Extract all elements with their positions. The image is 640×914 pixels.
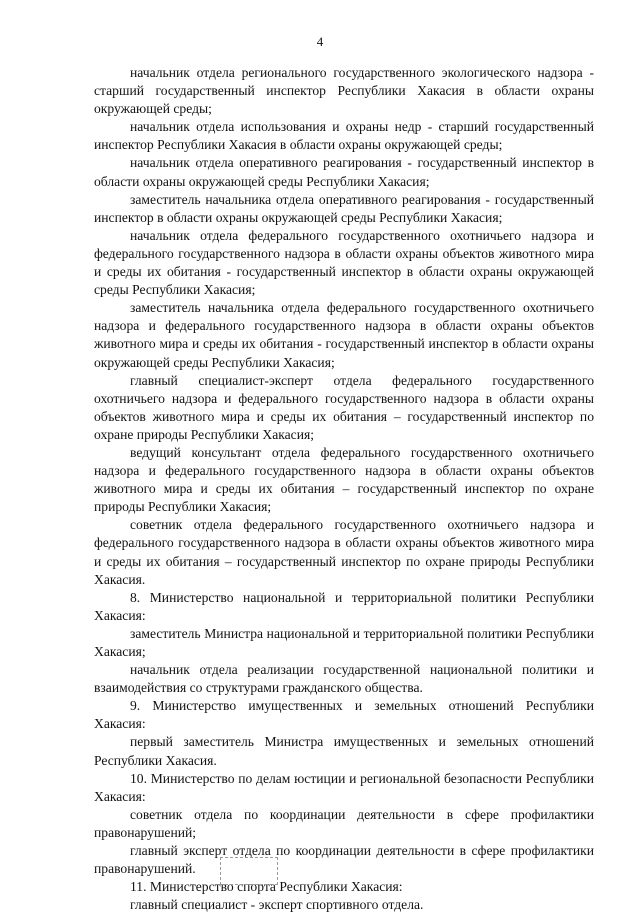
paragraph: начальник отдела использования и охраны недр - старший государственный инспектор Республики Хакасия в области охраны окружающей среды;: [94, 119, 594, 153]
paragraph: начальник отдела реализации государственной национальной политики и взаимодействия со структурами гражданского общества.: [94, 662, 594, 696]
paragraph: заместитель начальника отдела оперативного реагирования - государственный инспектор в области охраны окружающей среды Республики Хакасия;: [94, 191, 594, 225]
section-heading-9: 9. Министерство имущественных и земельных отношений Республики Хакасия:: [94, 698, 594, 732]
section-heading-11: 11. Министерство спорта Республики Хакасия:: [130, 879, 403, 895]
paragraph: первый заместитель Министра имущественных и земельных отношений Республики Хакасия.: [94, 734, 594, 768]
paragraph: начальник отдела регионального государственного экологического надзора - старший государственный инспектор Республики Хакасия в области охраны окружающей среды;: [94, 65, 594, 117]
paragraph: советник отдела федерального государственного охотничьего надзора и федерального государственного надзора в области охраны объектов животного мира и среды их обитания – государственный инспектор по охране природы Республики Хакасия.: [94, 517, 594, 587]
paragraph: ведущий консультант отдела федерального государственного охотничьего надзора и федерального государственного надзора в области охраны объектов животного мира и среды их обитания – государственный инспектор по охране природы Республики Хакасия;: [94, 444, 594, 515]
paragraph: главный эксперт отдела по координации деятельности в сфере профилактики правонарушений.: [94, 843, 594, 877]
faded-stamp: [220, 857, 278, 885]
page-number: 4: [316, 34, 324, 49]
paragraph: начальник отдела федерального государственного охотничьего надзора и федерального государственного надзора в области охраны объектов животного мира и среды их обитания - государственный инспектор в области охраны окружающей среды Республики Хакасия;: [94, 227, 594, 298]
paragraph: начальник отдела оперативного реагирования - государственный инспектор в области охраны окружающей среды Республики Хакасия;: [94, 155, 594, 189]
section-heading-8: 8. Министерство национальной и территориальной политики Республики Хакасия:: [94, 589, 594, 623]
paragraph: заместитель начальника отдела федерального государственного охотничьего надзора и федерального государственного надзора в области охраны объектов животного мира и среды их обитания - государственный инспектор в области охраны окружающей среды Республики Хакасия;: [94, 300, 594, 370]
paragraph: главный специалист-эксперт отдела федерального государственного охотничьего надзора и федерального государственного надзора в области охраны объектов животного мира и среды их обитания – государственный инспектор по охране природы Республики Хакасия;: [94, 372, 594, 442]
paragraph: заместитель Министра национальной и территориальной политики Республики Хакасия;: [94, 625, 594, 659]
paragraph: главный специалист - эксперт спортивного отдела.: [130, 897, 424, 913]
section-heading-10: 10. Министерство по делам юстиции и региональной безопасности Республики Хакасия:: [94, 770, 594, 804]
paragraph: советник отдела по координации деятельности в сфере профилактики правонарушений;: [94, 806, 594, 840]
document-body: [94, 64, 594, 914]
